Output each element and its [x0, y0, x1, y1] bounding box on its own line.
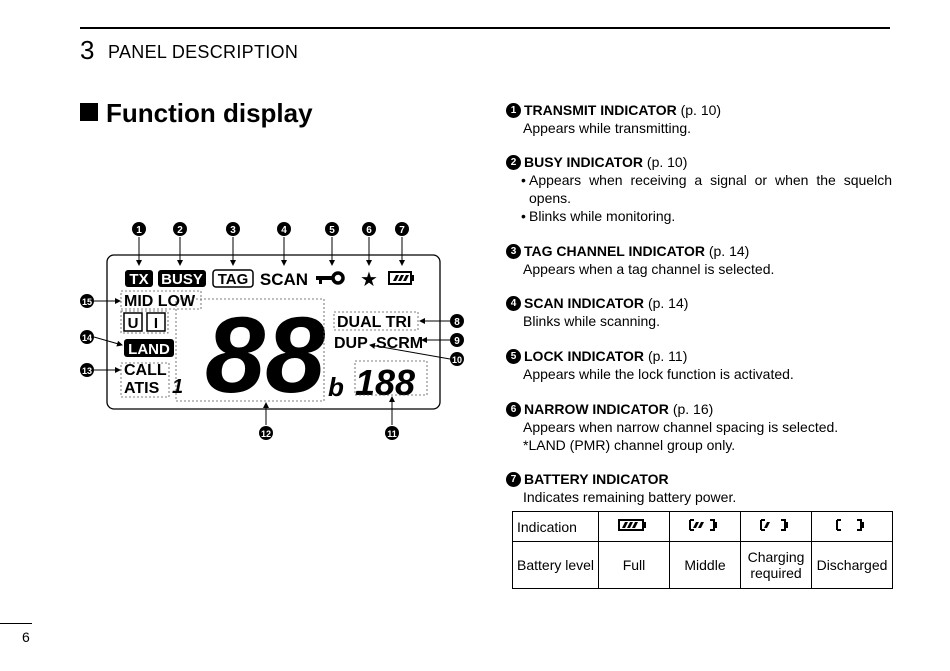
item-ref: (p. 10) [680, 102, 722, 118]
callout-2 [173, 222, 187, 236]
svg-text:9: 9 [454, 336, 460, 347]
item-ref: (p. 14) [708, 243, 750, 259]
item-title: SCAN INDICATOR [524, 295, 645, 311]
svg-text:6: 6 [366, 225, 372, 236]
busy-indicator: BUSY [161, 271, 203, 288]
callout-6 [362, 222, 376, 236]
callout-3 [226, 222, 240, 236]
callout-14 [80, 330, 94, 344]
lcd-diagram [70, 215, 480, 445]
callout-12 [259, 426, 273, 440]
item-ref: (p. 11) [647, 348, 688, 364]
header-rule [80, 27, 890, 29]
table-header-level: Battery level [513, 542, 599, 589]
svg-text:11: 11 [387, 429, 397, 439]
tag-indicator: TAG [217, 271, 249, 288]
item-title: NARROW INDICATOR [524, 401, 669, 417]
svg-text:2: 2 [177, 225, 183, 236]
tx-indicator: TX [129, 271, 149, 288]
item-transmit [506, 101, 892, 137]
callout-8 [450, 314, 464, 328]
star-narrow-icon: ★ [360, 269, 378, 291]
svg-text:12: 12 [260, 429, 272, 439]
callout-5 [325, 222, 339, 236]
item-tag [506, 242, 892, 278]
suffix-digit: b [328, 372, 344, 402]
level-discharged: Discharged [812, 542, 893, 589]
svg-text:10: 10 [451, 355, 463, 365]
item-body: Appears when a tag channel is selected. [523, 261, 775, 277]
item-number: 2 [506, 155, 521, 170]
svg-text:13: 13 [81, 366, 93, 376]
item-ref: (p. 16) [672, 401, 714, 417]
callout-1 [132, 222, 146, 236]
callout-4 [277, 222, 291, 236]
callout-7 [395, 222, 409, 236]
dup-indicator: DUP [334, 335, 368, 352]
callout-15 [80, 294, 94, 308]
big-channel-digits: 88 [205, 294, 326, 415]
item-scan [506, 294, 892, 330]
item-title: LOCK INDICATOR [524, 348, 645, 364]
u-indicator: U [127, 315, 139, 332]
item-narrow [506, 400, 892, 454]
svg-text:3: 3 [230, 225, 236, 236]
item-number: 1 [506, 103, 521, 118]
battery-icon-full [599, 512, 670, 542]
callout-9 [450, 333, 464, 347]
item-number: 3 [506, 244, 521, 259]
battery-icon-middle [670, 512, 741, 542]
land-indicator: LAND [128, 341, 170, 358]
level-middle: Middle [670, 542, 741, 589]
sub-channel-digits: 188 [355, 362, 416, 403]
item-body: Appears while the lock function is activated. [523, 366, 794, 382]
item-battery [506, 470, 892, 506]
key-lock-icon [316, 273, 343, 284]
scan-indicator: SCAN [259, 270, 309, 289]
call-indicator: CALL [124, 362, 167, 379]
callout-10 [450, 352, 464, 366]
battery-table [512, 511, 893, 589]
page-number: 6 [22, 629, 30, 645]
item-number: 7 [506, 472, 521, 487]
svg-text:4: 4 [281, 225, 287, 236]
svg-text:5: 5 [329, 225, 335, 236]
callout-11 [385, 426, 399, 440]
bullet-item: • Appears when receiving a signal or when the squelch opens. [521, 172, 892, 206]
section-title-text: Function display [106, 98, 313, 128]
item-body: Indicates remaining battery power. [523, 489, 737, 505]
svg-text:8: 8 [454, 317, 460, 328]
scrm-indicator: SCRM [376, 335, 424, 352]
item-number: 5 [506, 349, 521, 364]
item-note: *LAND (PMR) channel group only. [523, 437, 736, 453]
svg-text:1: 1 [136, 225, 142, 236]
item-body: Appears while transmitting. [523, 120, 692, 136]
table-header-indication: Indication [513, 512, 599, 542]
item-title: BATTERY INDICATOR [524, 471, 669, 487]
battery-icon-low [741, 512, 812, 542]
item-number: 4 [506, 296, 521, 311]
level-full: Full [599, 542, 670, 589]
level-charging: Charging required [741, 542, 812, 589]
mid-low-indicator: MID LOW [124, 293, 196, 310]
i-indicator: I [153, 315, 159, 332]
item-ref: (p. 14) [647, 295, 689, 311]
bullet-item: • Blinks while monitoring. [521, 208, 676, 224]
dual-tri-indicator: DUAL TRI [337, 314, 412, 331]
section-title [80, 98, 313, 129]
svg-text:7: 7 [399, 225, 405, 236]
atis-indicator: ATIS [124, 380, 160, 397]
item-title: TAG CHANNEL INDICATOR [524, 243, 705, 259]
callout-13 [80, 363, 94, 377]
chapter-number: 3 [80, 35, 95, 65]
item-ref: (p. 10) [646, 154, 688, 170]
item-body: Appears when narrow channel spacing is selected. [523, 419, 839, 435]
svg-text:15: 15 [81, 297, 93, 307]
item-busy [506, 153, 892, 225]
square-bullet-icon [80, 103, 98, 121]
item-body: Blinks while scanning. [523, 313, 660, 329]
item-lock [506, 347, 892, 383]
item-title: BUSY INDICATOR [524, 154, 644, 170]
item-number: 6 [506, 402, 521, 417]
chapter-title: PANEL DESCRIPTION [108, 42, 299, 62]
battery-icon-empty [812, 512, 893, 542]
item-title: TRANSMIT INDICATOR [524, 102, 677, 118]
battery-full-icon [389, 272, 414, 284]
page-rule [0, 623, 32, 624]
svg-text:14: 14 [81, 333, 93, 343]
digit-one-segment: 1 [172, 376, 184, 398]
